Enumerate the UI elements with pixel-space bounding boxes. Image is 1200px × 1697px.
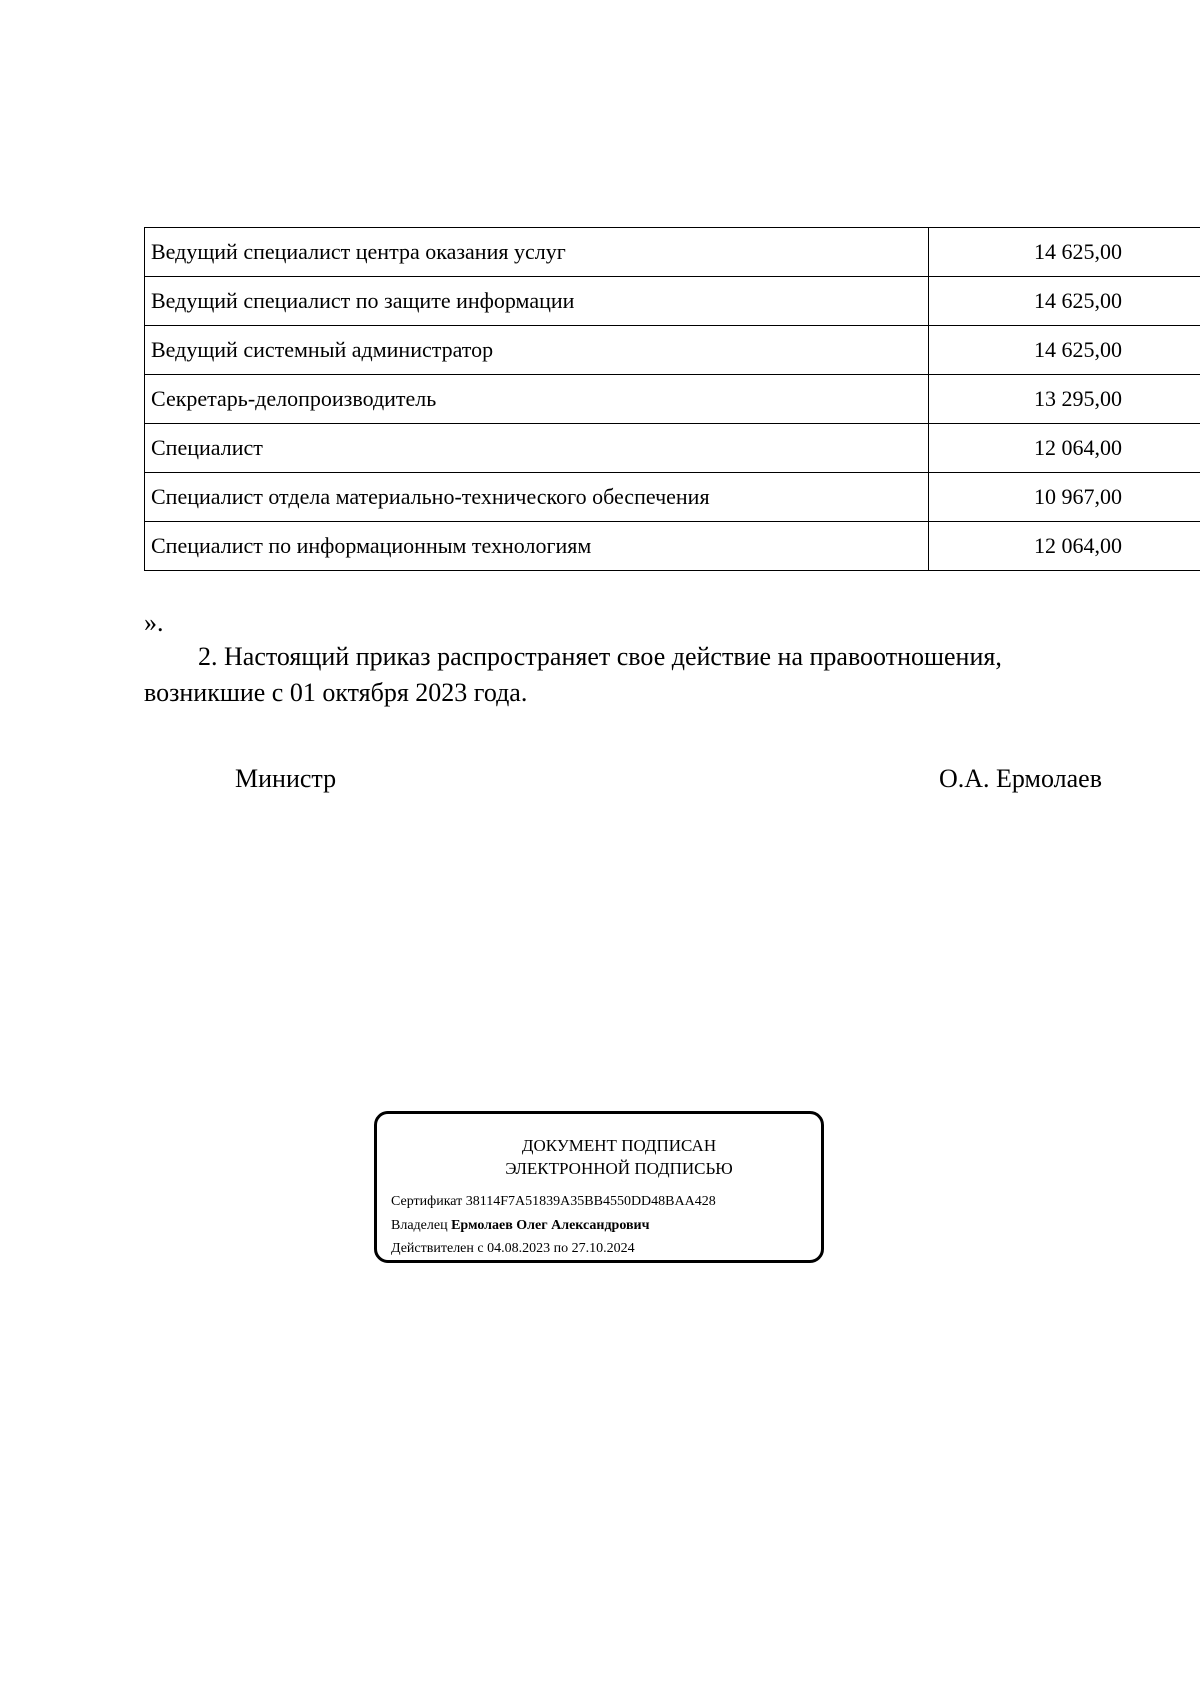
- valid-from: 04.08.2023: [487, 1241, 551, 1256]
- salary-table: [144, 227, 1200, 571]
- amount-cell: 14 625,00: [929, 228, 1200, 277]
- stamp-owner: [391, 1218, 650, 1234]
- stamp-certificate: [391, 1194, 716, 1210]
- table-row: [145, 277, 1200, 326]
- stamp-heading: [377, 1134, 821, 1180]
- position-cell: Секретарь-делопроизводитель: [145, 375, 929, 424]
- table-row: [145, 522, 1200, 571]
- certificate-label: Сертификат: [391, 1194, 463, 1209]
- position-cell: Специалист: [145, 424, 929, 473]
- position-cell: Специалист по информационным технологиям: [145, 522, 929, 571]
- paragraph-2: 2. Настоящий приказ распространяет свое действие на правоотношения, возникшие с 01 октября 2023 года.: [144, 642, 1002, 707]
- valid-to-label: по: [553, 1241, 569, 1256]
- stamp-heading-line1: ДОКУМЕНТ ПОДПИСАН: [521, 1136, 717, 1155]
- table-row: [145, 326, 1200, 375]
- position-cell: Специалист отдела материально-технического обеспечения: [145, 473, 929, 522]
- stamp-heading-line2: ЭЛЕКТРОННОЙ ПОДПИСЬЮ: [505, 1159, 733, 1178]
- signatory-title: Министр: [235, 764, 337, 793]
- amount-cell: 14 625,00: [929, 326, 1200, 375]
- position-cell: Ведущий специалист по защите информации: [145, 277, 929, 326]
- owner-label: Владелец: [391, 1218, 448, 1233]
- valid-to: 27.10.2024: [571, 1241, 635, 1256]
- table-row: [145, 424, 1200, 473]
- amount-cell: 14 625,00: [929, 277, 1200, 326]
- owner-value: Ермолаев Олег Александрович: [451, 1218, 650, 1233]
- position-cell: Ведущий системный администратор: [145, 326, 929, 375]
- electronic-signature-stamp: [374, 1111, 824, 1263]
- signatory-name: О.А. Ермолаев: [939, 764, 1102, 793]
- table-row: [145, 473, 1200, 522]
- amount-cell: 10 967,00: [929, 473, 1200, 522]
- table-row: [145, 375, 1200, 424]
- table-row: [145, 228, 1200, 277]
- closing-quote: ».: [144, 608, 164, 637]
- position-cell: Ведущий специалист центра оказания услуг: [145, 228, 929, 277]
- certificate-value: 38114F7A51839A35BB4550DD48BAA428: [465, 1194, 716, 1209]
- valid-from-label: с: [477, 1241, 484, 1256]
- valid-label: Действителен: [391, 1241, 474, 1256]
- amount-cell: 13 295,00: [929, 375, 1200, 424]
- amount-cell: 12 064,00: [929, 424, 1200, 473]
- amount-cell: 12 064,00: [929, 522, 1200, 571]
- stamp-validity: [391, 1241, 635, 1257]
